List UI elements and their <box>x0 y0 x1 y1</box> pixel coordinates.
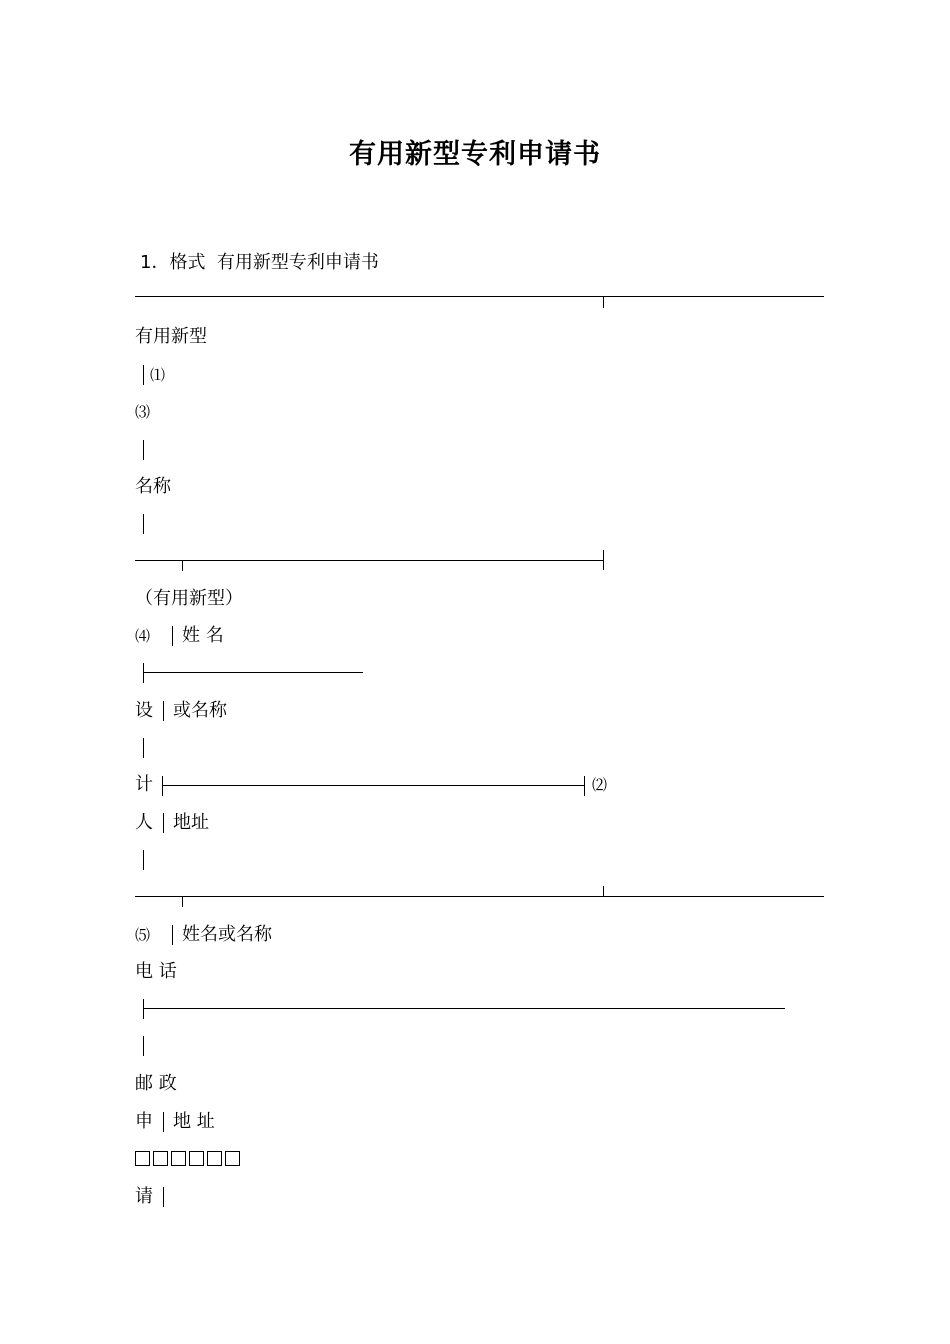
field-label-postal: 邮 政 <box>135 1073 177 1094</box>
form-vertical-bar <box>143 514 144 534</box>
section-heading: 1．格式 有用新型专利申请书 <box>140 252 379 273</box>
form-vertical-bar <box>172 626 173 646</box>
form-rule-top <box>135 296 824 297</box>
postal-code-box <box>135 1151 150 1166</box>
side-label-apply: 申 <box>135 1111 153 1132</box>
postal-code-box <box>153 1151 168 1166</box>
field-marker-5: ⑸ <box>135 926 151 944</box>
form-vertical-bar <box>143 440 144 460</box>
form-vertical-bar <box>163 701 164 721</box>
postal-code-box <box>207 1151 222 1166</box>
field-label-address: 地址 <box>173 812 209 833</box>
form-vertical-bar <box>143 365 144 385</box>
form-vertical-bar <box>143 850 144 870</box>
form-rule-tick <box>603 550 604 570</box>
field-label-utility-model: 有用新型 <box>135 326 207 347</box>
side-label-plan: 计 <box>135 774 153 795</box>
form-rule-tick <box>182 560 183 571</box>
form-rule-tick <box>584 776 585 796</box>
field-marker-2: ⑵ <box>592 776 608 794</box>
form-rule-tick <box>162 776 163 796</box>
field-label-inventor-name: 姓 名 <box>182 625 224 646</box>
postal-code-boxes <box>135 1148 243 1172</box>
field-label-utility-model-paren: （有用新型） <box>135 588 243 609</box>
form-rule <box>162 785 584 786</box>
form-rule-tick <box>603 296 604 308</box>
form-vertical-bar <box>163 1187 164 1207</box>
form-vertical-bar <box>172 925 173 945</box>
field-marker-1: ⑴ <box>150 366 166 384</box>
form-vertical-bar <box>163 813 164 833</box>
field-label-applicant-name: 姓名或名称 <box>182 924 272 945</box>
form-rule <box>135 560 603 561</box>
form-rule-tick <box>182 896 183 907</box>
postal-code-box <box>189 1151 204 1166</box>
form-vertical-bar <box>163 1112 164 1132</box>
field-label-or-name: 或名称 <box>173 700 227 721</box>
form-rule-tick <box>143 663 144 683</box>
side-label-person: 人 <box>135 812 153 833</box>
page-title: 有用新型专利申请书 <box>349 139 601 170</box>
postal-code-box <box>171 1151 186 1166</box>
postal-code-box <box>225 1151 240 1166</box>
form-vertical-bar <box>143 1036 144 1056</box>
side-label-design: 设 <box>135 700 153 721</box>
form-rule-tick <box>603 886 604 896</box>
field-label-name: 名称 <box>135 476 171 497</box>
field-label-applicant-address: 地 址 <box>173 1111 215 1132</box>
form-rule <box>143 672 363 673</box>
form-rule-tick <box>143 999 144 1019</box>
field-marker-4: ⑷ <box>135 627 151 645</box>
form-rule <box>143 1008 785 1009</box>
form-rule <box>135 896 824 897</box>
field-marker-3: ⑶ <box>135 403 151 421</box>
field-label-phone: 电 话 <box>135 961 177 982</box>
side-label-request: 请 <box>135 1186 153 1207</box>
form-vertical-bar <box>143 738 144 758</box>
